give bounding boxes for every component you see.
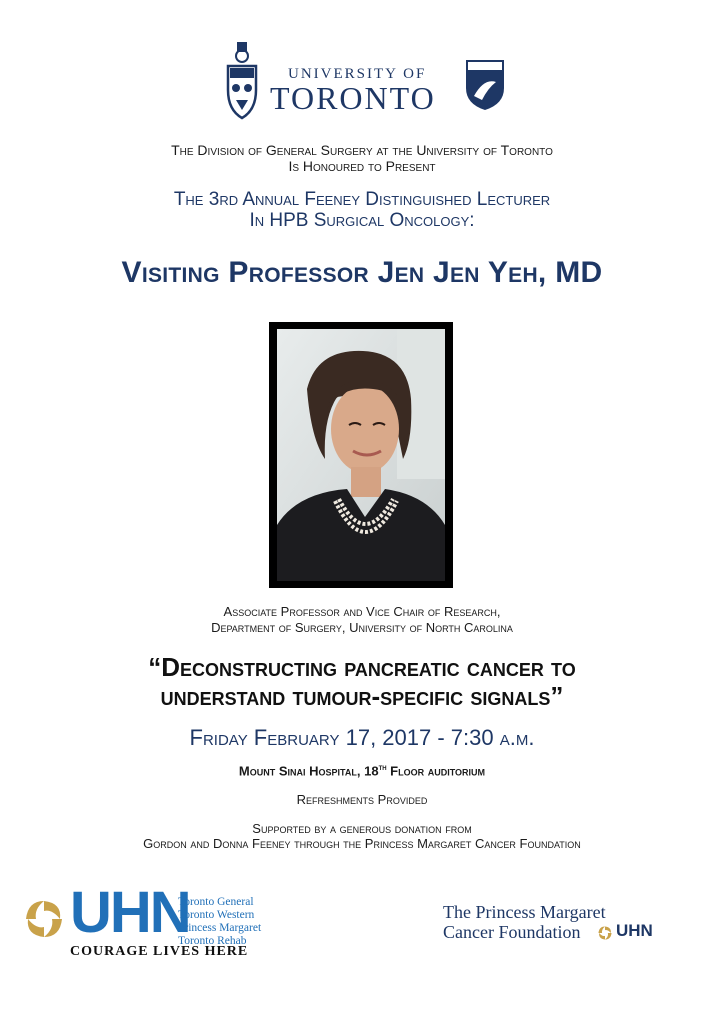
venue-prefix: Mount Sinai Hospital, 18 [238,763,379,779]
speaker-credential-line-2: Department of Surgery, University of North Carolina [211,620,513,635]
uhn-swirl-small-icon [597,925,613,941]
talk-title-line-2: understand tumour-specific signals” [160,681,564,711]
uoft-crest-icon [222,40,262,120]
support-line-2: Gordon and Donna Feeney through the Princess Margaret Cancer Foundation [143,836,581,851]
uhn-site: Princess Margaret [178,922,262,934]
pm-foundation-line-2: Cancer Foundation [443,922,581,942]
lecture-line-2: In HPB Surgical Oncology: [249,210,475,231]
venue-ordinal: th [378,763,387,772]
intro-line-1: The Division of General Surgery at the University of Toronto [171,142,553,158]
event-datetime: Friday February 17, 2017 - 7:30 a.m. [189,725,535,750]
pm-foundation-line-1: The Princess Margaret [443,902,606,922]
uhn-swirl-icon [22,897,66,941]
toronto-wordmark: TORONTO [270,80,436,116]
speaker-credential-line-1: Associate Professor and Vice Chair of Research, [223,604,501,619]
intro-line-2: Is Honoured to Present [288,158,436,174]
speaker-photo-frame [269,322,453,588]
event-venue [0,763,724,778]
talk-title-line-1: “Deconstructing pancreatic cancer to [148,652,576,682]
university-of-text: UNIVERSITY OF [288,66,427,82]
uhn-tagline: COURAGE LIVES HERE [70,944,249,959]
uhn-site: Toronto Western [178,909,255,921]
uhn-wordmark: UHN [70,880,190,945]
venue-suffix: Floor auditorium [386,763,486,779]
uhn-site: Toronto Rehab [178,935,247,947]
pm-uhn-mark: UHN [616,921,653,940]
speaker-portrait [277,329,445,581]
refreshments-note: Refreshments Provided [296,792,428,807]
speaker-name: Visiting Professor Jen Jen Yeh, MD [121,256,603,289]
uhn-sites-list [178,896,261,948]
support-line-1: Supported by a generous donation from [252,821,472,836]
toronto-shield-icon [464,58,506,112]
uhn-site: Toronto General [178,896,254,908]
lecture-line-1: The 3rd Annual Feeney Distinguished Lecturer [173,189,551,210]
